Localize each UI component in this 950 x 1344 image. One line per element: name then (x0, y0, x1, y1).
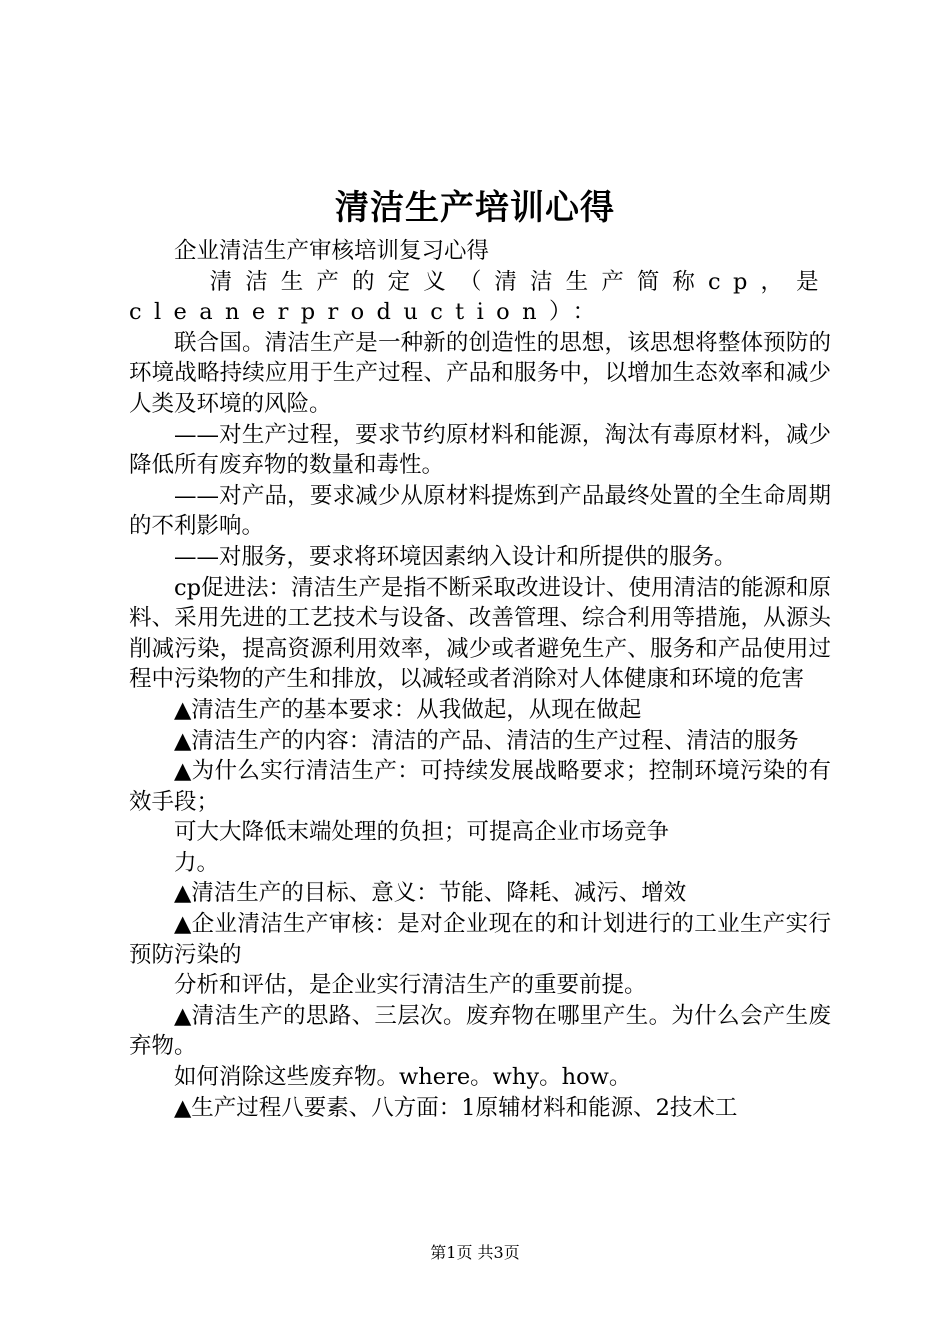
paragraph: ▲清洁生产的思路、三层次。废弃物在哪里产生。为什么会产生废弃物。 (129, 1002, 831, 1060)
paragraph: ▲为什么实行清洁生产：可持续发展战略要求；控制环境污染的有效手段； (129, 758, 831, 815)
paragraph (129, 267, 831, 328)
paragraph: 联合国。清洁生产是一种新的创造性的思想，该思想将整体预防的环境战略持续应用于生产过程、产品和服务中，以增加生态效率和减少人类及环境的风险。 (129, 329, 831, 417)
paragraph: 如何消除这些废弃物。where。why。how。 (174, 1064, 632, 1091)
document-title: 清洁生产培训心得 (335, 188, 615, 228)
paragraph: ▲企业清洁生产审核：是对企业现在的和计划进行的工业生产实行预防污染的 (129, 911, 831, 968)
paragraph: 可大大降低末端处理的负担；可提高企业市场竞争 (174, 819, 670, 846)
paragraph: cp促进法：清洁生产是指不断采取改进设计、使用清洁的能源和原料、采用先进的工艺技术与设备、改善管理、综合利用等措施，从源头削减污染，提高资源利用效率，减少或者避免生产、服务和产品使用过程中污染物的产生和排放，以减轻或者消除对人体健康和环境的危害 (129, 574, 832, 693)
paragraph: ▲清洁生产的目标、意义：节能、降耗、减污、增效 (174, 880, 687, 907)
paragraph: ▲生产过程八要素、八方面：1原辅材料和能源、2技术工 (174, 1094, 738, 1121)
paragraph: ——对服务，要求将环境因素纳入设计和所提供的服务。 (174, 543, 737, 570)
paragraph: ——对生产过程，要求节约原材料和能源，淘汰有毒原材料，减少降低所有废弃物的数量和毒性。 (129, 421, 831, 479)
page-number: 第1页 共3页 (430, 1243, 520, 1262)
paragraph: 分析和评估，是企业实行清洁生产的重要前提。 (174, 972, 647, 999)
paragraph: ——对产品，要求减少从原材料提炼到产品最终处置的全生命周期的不利影响。 (129, 482, 831, 540)
paragraph: ▲清洁生产的基本要求：从我做起，从现在做起 (174, 696, 642, 723)
paragraph: ▲清洁生产的内容：清洁的产品、清洁的生产过程、清洁的服务 (174, 727, 799, 754)
paragraph: 企业清洁生产审核培训复习心得 (174, 238, 490, 264)
paragraph: 力。 (174, 849, 220, 876)
paragraph-text: 清洁生产的定义（清洁生产简称cp，是cleanerproduction）： (129, 268, 831, 326)
document-body (129, 236, 831, 1123)
